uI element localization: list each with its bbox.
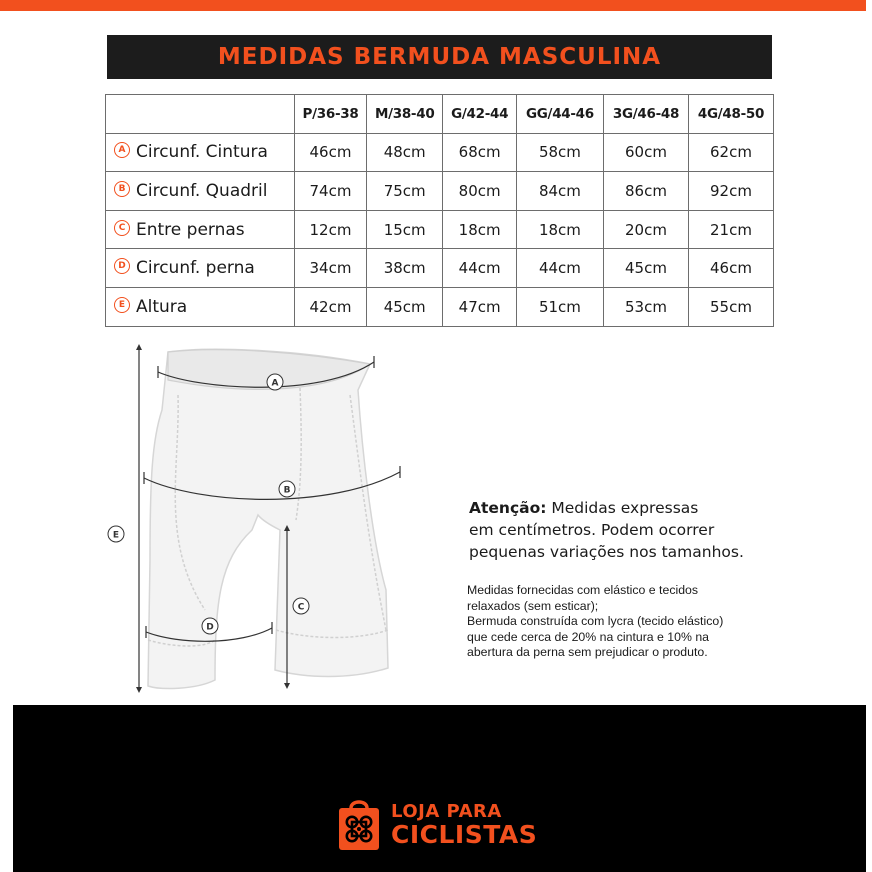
table-cell: 45cm xyxy=(604,249,689,288)
measure-badge: A xyxy=(114,142,130,158)
table-row xyxy=(106,210,774,249)
table-cell: 18cm xyxy=(443,210,516,249)
table-cell: 58cm xyxy=(516,133,603,172)
measure-badge: E xyxy=(114,297,130,313)
table-cell: 47cm xyxy=(443,287,516,326)
table-cell: 34cm xyxy=(295,249,367,288)
label-d: D xyxy=(206,622,214,633)
measure-badge: D xyxy=(114,258,130,274)
table-cell: 86cm xyxy=(604,172,689,211)
table-row xyxy=(106,172,774,211)
table-cell: 18cm xyxy=(516,210,603,249)
label-a: A xyxy=(271,378,279,389)
label-e: E xyxy=(112,530,120,541)
size-header: GG/44-46 xyxy=(516,95,603,134)
table-row xyxy=(106,287,774,326)
attention-line: Medidas expressas xyxy=(546,499,699,517)
attention-note xyxy=(469,497,829,563)
attention-line: pequenas variações nos tamanhos. xyxy=(469,543,744,561)
store-logo xyxy=(335,798,537,852)
table-row xyxy=(106,249,774,288)
shopping-bag-bike-chain-icon xyxy=(335,798,383,852)
fabric-notes xyxy=(467,583,827,661)
table-cell: 42cm xyxy=(295,287,367,326)
table-cell: 51cm xyxy=(516,287,603,326)
size-header: 3G/46-48 xyxy=(604,95,689,134)
table-cell: 60cm xyxy=(604,133,689,172)
table-cell: 80cm xyxy=(443,172,516,211)
logo-line-2: CICLISTAS xyxy=(391,820,538,849)
table-cell: 46cm xyxy=(688,249,773,288)
table-cell: 75cm xyxy=(366,172,442,211)
size-header: G/42-44 xyxy=(443,95,516,134)
size-table xyxy=(105,94,774,327)
measure-badge: C xyxy=(114,220,130,236)
table-cell: 45cm xyxy=(366,287,442,326)
measure-badge: B xyxy=(114,181,130,197)
table-row xyxy=(106,133,774,172)
row-label xyxy=(106,172,295,211)
table-cell: 21cm xyxy=(688,210,773,249)
page-title: MEDIDAS BERMUDA MASCULINA xyxy=(217,44,662,70)
row-label-text: Circunf. perna xyxy=(136,258,255,279)
note-line: relaxados (sem esticar); xyxy=(467,598,599,613)
label-a-badge xyxy=(267,374,283,390)
table-cell: 46cm xyxy=(295,133,367,172)
label-c-badge xyxy=(293,598,309,614)
row-label xyxy=(106,287,295,326)
attention-line: em centímetros. Podem ocorrer xyxy=(469,521,715,539)
logo-line-1: LOJA PARA xyxy=(391,801,502,822)
table-cell: 48cm xyxy=(366,133,442,172)
table-cell: 15cm xyxy=(366,210,442,249)
row-label-text: Circunf. Cintura xyxy=(136,142,268,163)
row-label-text: Entre pernas xyxy=(136,219,245,240)
size-header: P/36-38 xyxy=(295,95,367,134)
footer xyxy=(13,705,866,872)
label-e-badge xyxy=(108,526,124,542)
table-corner-cell xyxy=(106,95,295,134)
row-label-text: Circunf. Quadril xyxy=(136,180,268,201)
table-cell: 44cm xyxy=(443,249,516,288)
table-cell: 92cm xyxy=(688,172,773,211)
title-banner xyxy=(107,35,772,79)
row-label xyxy=(106,210,295,249)
size-header: M/38-40 xyxy=(366,95,442,134)
table-cell: 20cm xyxy=(604,210,689,249)
note-line: que cede cerca de 20% na cintura e 10% na xyxy=(467,629,710,644)
table-cell: 44cm xyxy=(516,249,603,288)
note-line: Bermuda construída com lycra (tecido elástico) xyxy=(467,614,724,628)
table-header-row xyxy=(106,95,774,134)
shorts-diagram xyxy=(100,340,420,700)
attention-label: Atenção: xyxy=(469,499,547,517)
label-d-badge xyxy=(202,618,218,634)
logo-wordmark xyxy=(391,803,537,847)
table-cell: 12cm xyxy=(295,210,367,249)
row-label xyxy=(106,249,295,288)
table-cell: 55cm xyxy=(688,287,773,326)
row-label-text: Altura xyxy=(136,296,188,317)
top-accent-bar xyxy=(0,0,866,11)
shorts-shape xyxy=(148,349,388,688)
table-cell: 84cm xyxy=(516,172,603,211)
label-c: C xyxy=(297,602,305,613)
table-cell: 68cm xyxy=(443,133,516,172)
label-b-badge xyxy=(279,481,295,497)
table-cell: 74cm xyxy=(295,172,367,211)
label-b: B xyxy=(283,485,291,496)
row-label xyxy=(106,133,295,172)
note-line: Medidas fornecidas com elástico e tecidos xyxy=(467,583,699,597)
note-line: abertura da perna sem prejudicar o produto. xyxy=(467,645,708,659)
size-header: 4G/48-50 xyxy=(688,95,773,134)
table-cell: 38cm xyxy=(366,249,442,288)
table-cell: 62cm xyxy=(688,133,773,172)
table-cell: 53cm xyxy=(604,287,689,326)
